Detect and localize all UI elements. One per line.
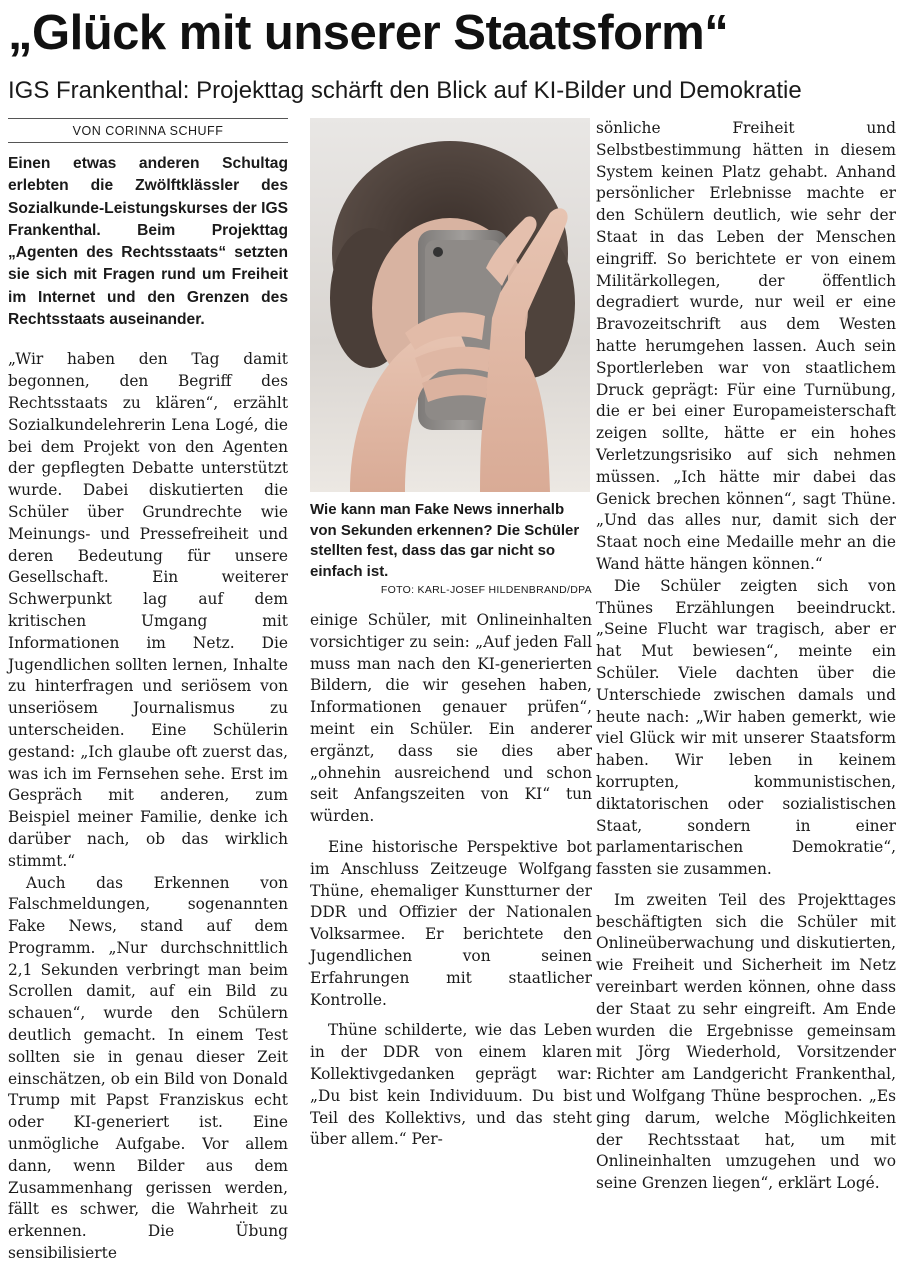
photo-illustration: [310, 118, 590, 492]
body-paragraph: Thüne schilderte, wie das Leben in der DDR von einem klaren Kollektivgedanken geprägt war: „Du bist kein Individuum. Du bist Teil des Kollektivs, und das steht über allem.“ Per-: [310, 1021, 592, 1149]
byline: VON CORINNA SCHUFF: [8, 119, 288, 143]
column-2: [310, 118, 592, 1149]
photo-credit: FOTO: KARL-JOSEF HILDENBRAND/DPA: [380, 584, 592, 596]
body-paragraph: Eine historische Perspektive bot im Anschluss Zeitzeuge Wolfgang Thüne, ehemaliger Kunstturner der DDR und Offizier der Nationalen Volksarmee. Er berichtete den Jugendlichen von seinen Erfahrungen mit staatlicher Kontrolle.: [310, 837, 592, 1009]
article-headline: „Glück mit unserer Staatsform“: [8, 6, 729, 60]
body-paragraph: Die Schüler zeigten sich von Thünes Erzählungen beeindruckt. „Seine Flucht war tragisch, aber er hat Mut bewiesen“, meinte ein Schüler. Viele dachten über die Unterschiede zwischen damals und heute nach: „Wir haben gemerkt, wie viel Glück wir mit unserer Staatsform haben. Wir leben in keinem korrupten, kommunistischen, diktatorischen oder sozialistischen Staat, sondern in einer parlamentarischen Demokratie“, fassten sie zusammen.: [596, 576, 896, 879]
body-paragraph: Auch das Erkennen von Falschmeldungen, sogenannten Fake News, stand auf dem Programm. „Nur durchschnittlich 2,1 Sekunden verbringt man beim Scrollen damit, auf ein Bild zu schauen“, wurde den Schülern deutlich gemacht. In einem Test sollten sie in genau dieser Zeit einschätzen, ob ein Bild von Donald Trump mit Papst Franziskus echt oder KI-generiert ist. Eine unmögliche Aufgabe. Vor allem dann, wenn Bilder aus dem Zusammenhang gerissen werden, fällt es schwer, die Wahrheit zu erkennen. Die Übung sensibilisierte: [8, 873, 288, 1263]
body-paragraph: „Wir haben den Tag damit begonnen, den Begriff des Rechtsstaats zu klären“, erzählt Sozialkundelehrerin Lena Logé, die bei dem Projekt von den Agenten der gepflegten Debatte unterstützt wurde. Dabei diskutierten die Schüler über Grundrechte wie Meinungs- und Pressefreiheit und deren Bedeutung für unsere Gesellschaft. Ein weiterer Schwerpunkt lag auf dem kritischen Umgang mit Informationen im Netz. Die Jugendlichen sollten lernen, Inhalte zu hinterfragen und seriösem von unseriösem Journalismus zu unterscheiden. Eine Schülerin gestand: „Ich glaube oft zuerst das, was ich im Fernsehen sehe. Erst im Gespräch mit anderen, zum Beispiel meiner Familie, denke ich darüber nach, ob das wirklich stimmt.“: [8, 350, 288, 870]
column-3: [596, 118, 896, 1193]
body-paragraph: Im zweiten Teil des Projekttages beschäftigten sich die Schüler mit Onlineüberwachung und diskutierten, wie Freiheit und Sicherheit im Netz vereinbart werden können, ohne dass der Staat zu sehr eingreift. Am Ende wurden die Ergebnisse gemeinsam mit Jörg Wiederhold, Vorsitzender Richter am Landgericht Frankenthal, und Wolfgang Thüne besprochen. „Es ging darum, welche Möglichkeiten der Rechtsstaat hat, um mit Onlineinhalten umzugehen und wo seine Grenzen liegen“, erklärt Logé.: [596, 890, 896, 1193]
body-paragraph: sönliche Freiheit und Selbstbestimmung hätten in diesem System keinen Platz gehabt. Anhand persönlicher Erlebnisse machte er den Schülern deutlich, wie sehr der Staat in das Leben der Menschen eingriff. So berichtete er von einem Militärkollegen, der öffentlich degradiert wurde, nur weil er eine Bravozeitschrift aus dem Westen hatte herumgehen lassen. Auch sein Sportlerleben war von staatlichem Druck geprägt: Für eine Turnübung, die er bei einer Europameisterschaft zeigen sollte, hätte er ein hohes Verletzungsrisiko auf sich nehmen müssen. „Ich hätte mir dabei das Genick brechen können“, sagt Thüne. „Und das alles nur, damit sich der Staat noch eine Medaille mehr an die Wand hätte hängen können.“: [596, 119, 896, 573]
photo-caption: Wie kann man Fake News innerhalb von Sekunden erkennen? Die Schüler stellten fest, dass das gar nicht so einfach ist.: [310, 501, 580, 580]
column-1: [8, 118, 288, 1263]
body-paragraph: einige Schüler, mit Onlineinhalten vorsichtiger zu sein: „Auf jeden Fall muss man nach den KI-generierten Bildern, die wir gesehen haben, Informationen genauer prüfen“, meint ein Schüler. Ein anderer ergänzt, dass sie dies aber „ohnehin ausreichend und schon seit Anfangszeiten von KI“ tun würden.: [310, 611, 592, 826]
photo-smartphone: [310, 118, 590, 492]
lead-paragraph: Einen etwas anderen Schultag erlebten die Zwölftklässler des Sozialkunde-Leistungskurses der IGS Frankenthal. Beim Projekttag „Agenten des Rechtsstaats“ setzten sie sich mit Fragen rund um Freiheit im Internet und den Grenzen des Rechtsstaats auseinander.: [8, 155, 288, 329]
article-subheadline: IGS Frankenthal: Projekttag schärft den Blick auf KI-Bilder und Demokratie: [8, 77, 802, 104]
